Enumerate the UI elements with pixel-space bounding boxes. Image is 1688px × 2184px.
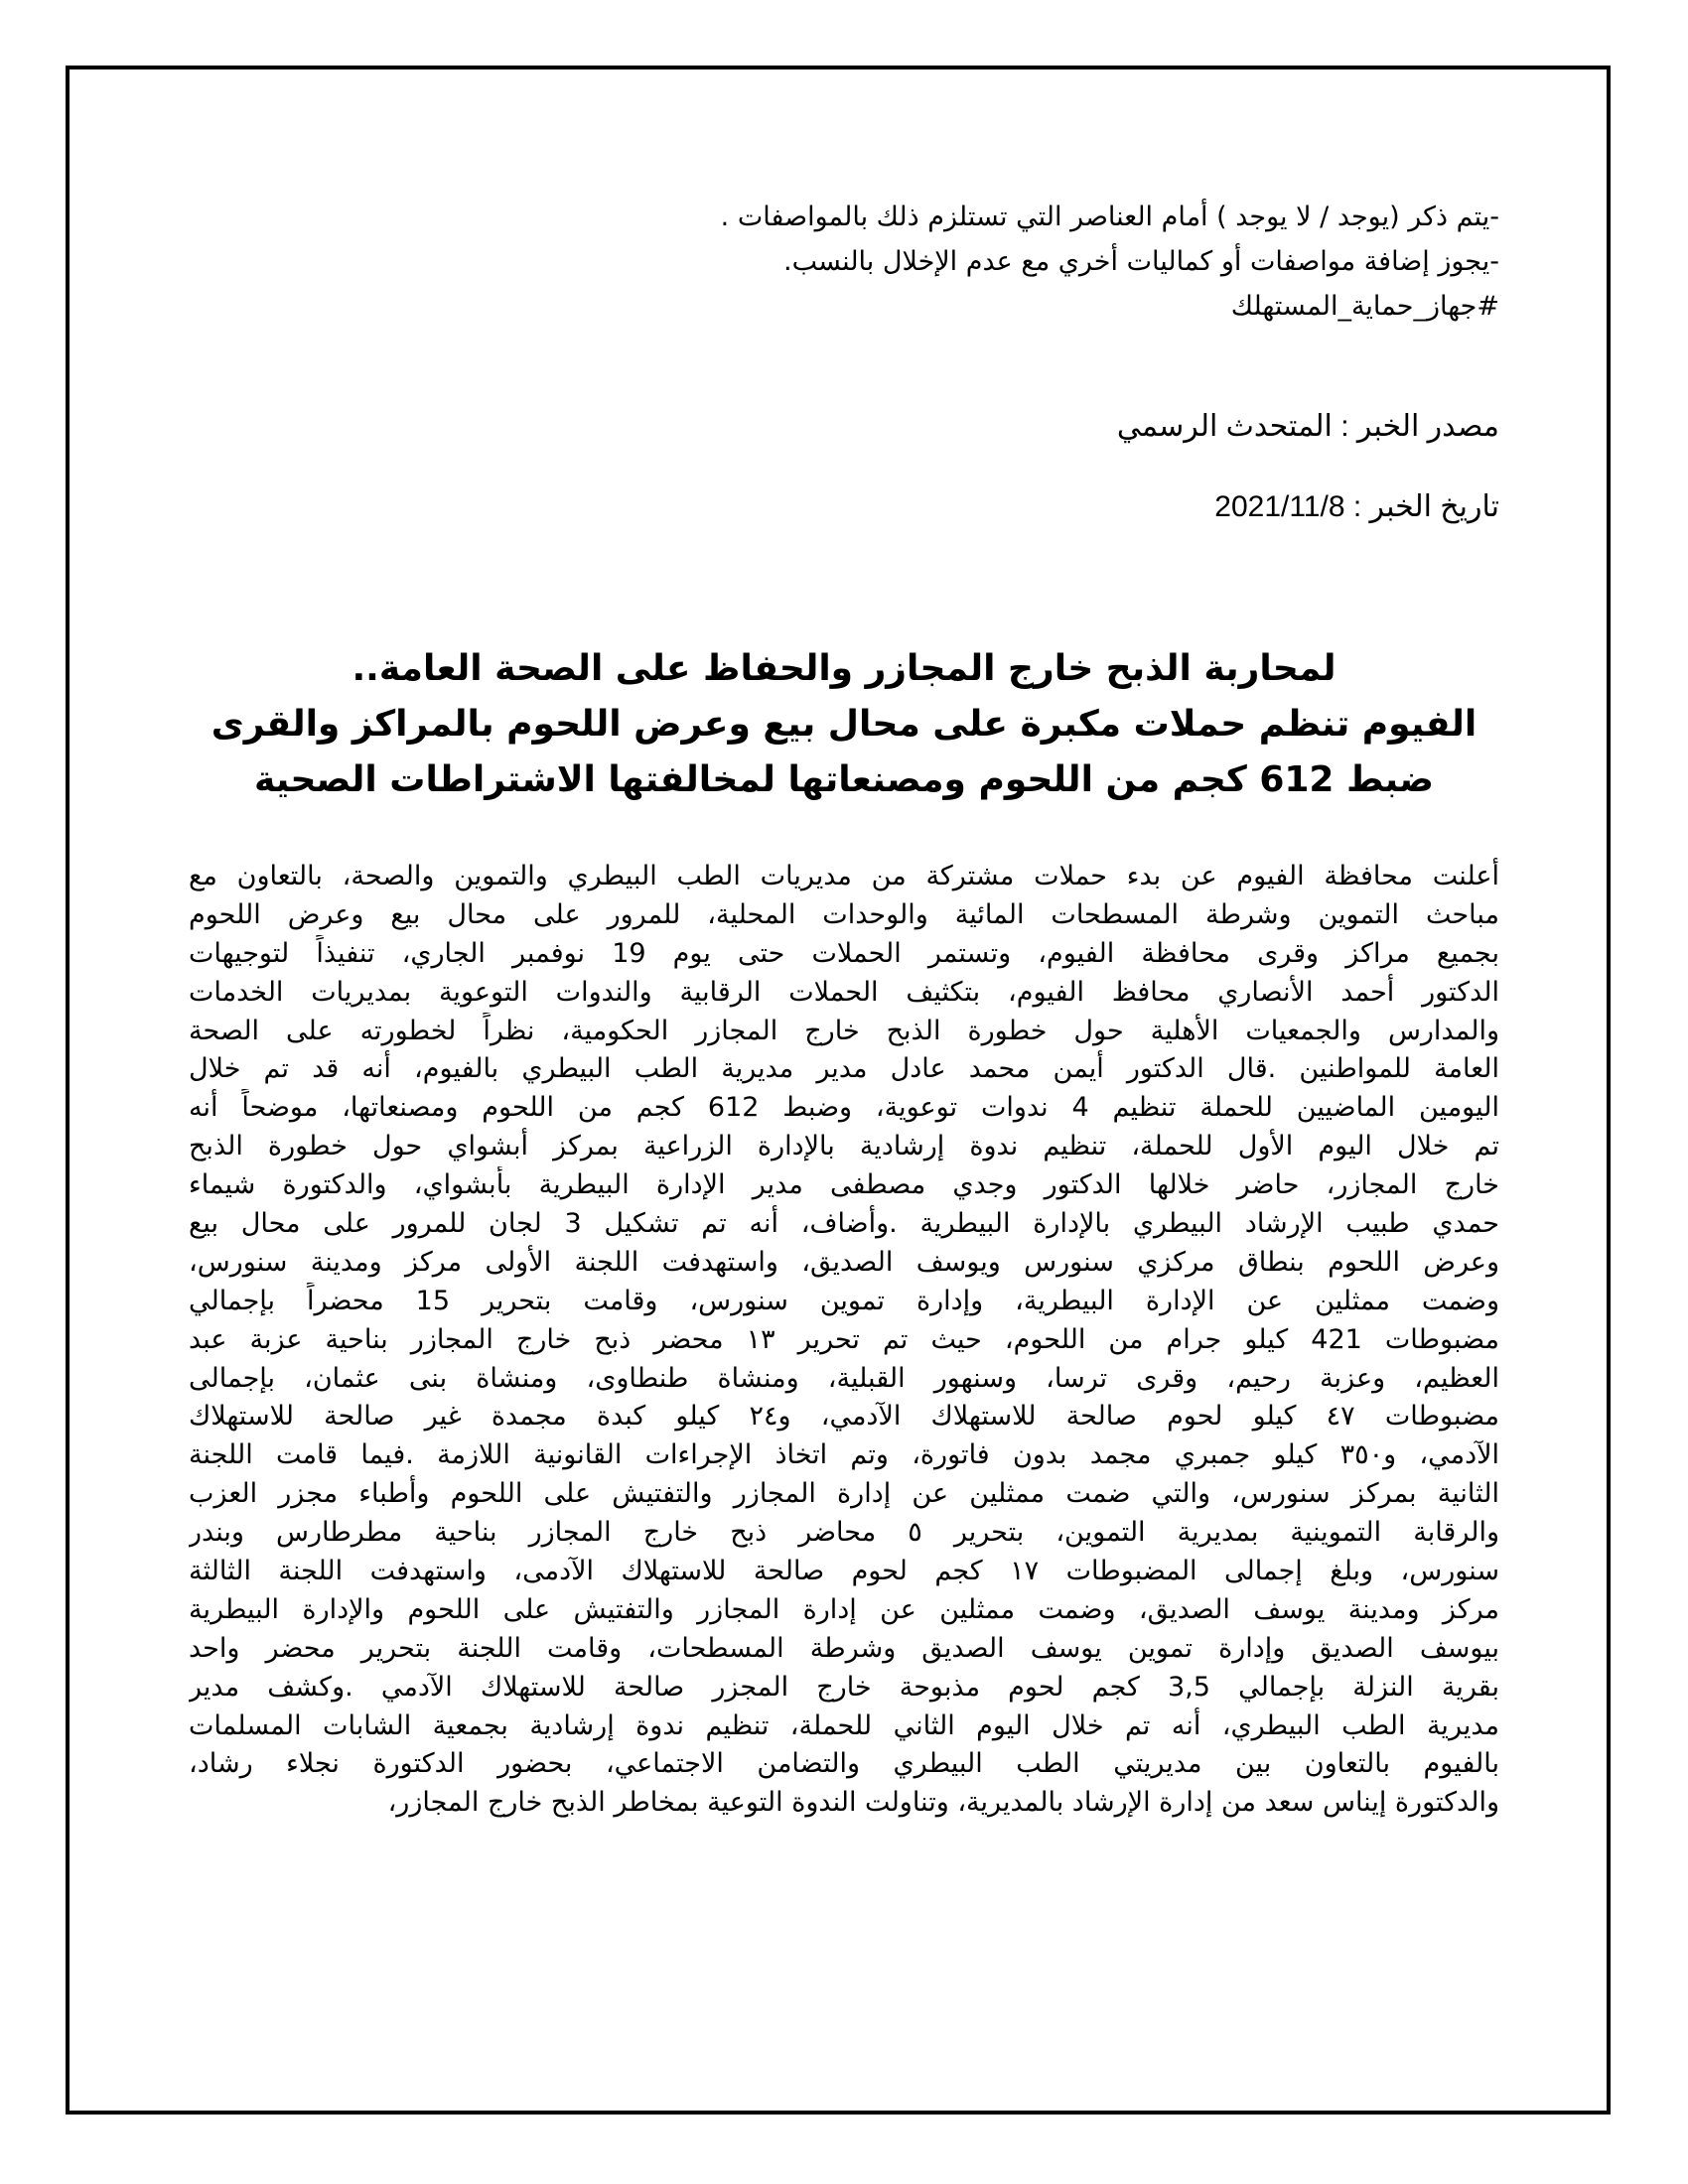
body-line: والدكتورة إيناس سعد من إدارة الإرشاد بالمديرية، وتناولت الندوة التوعية بمخاطر الذبح خارج المجازر، xyxy=(387,1787,1499,1819)
note-line: -يجوز إضافة مواصفات أو كماليات أخري مع عدم الإخلال بالنسب. xyxy=(782,246,1499,277)
headline-block xyxy=(189,641,1499,808)
body-line: مباحث التموين وشرطة المسطحات المائية والوحدات المحلية، للمرور على محال بيع وعرض اللحوم xyxy=(189,898,1499,930)
headline-line: لمحاربة الذبح خارج المجازر والحفاظ على الصحة العامة.. xyxy=(352,648,1336,689)
body-line: الآدمي، و٣٥٠ كيلو جمبري مجمد بدون فاتورة، وتم اتخاذ الإجراءات القانونية اللازمة .فيما قامت اللجنة xyxy=(189,1439,1499,1471)
body-line: حمدي طبيب الإرشاد البيطري بالإدارة البيطرية .وأضاف، أنه تم تشكيل 3 لجان للمرور على محال بيع xyxy=(189,1208,1499,1240)
body-line: أعلنت محافظة الفيوم عن بدء حملات مشتركة من مديريات الطب البيطري والتموين والصحة، بالتعاون مع xyxy=(189,861,1499,891)
body-line: مركز ومدينة يوسف الصديق، وضمت ممثلين عن إدارة المجازر والتفتيش على اللحوم والإدارة البيطرية xyxy=(189,1593,1499,1625)
body-line: العظيم، وعزبة رحيم، وقرى ترسا، وسنهور القبلية، ومنشاة طنطاوى، ومنشاة بنى عثمان، بإجمالى xyxy=(189,1362,1499,1394)
hashtag-line: #جهاز_حماية_المستهلك xyxy=(1230,291,1499,322)
body-line: مضبوطات ٤٧ كيلو لحوم صالحة للاستهلاك الآدمي، و٢٤ كيلو كبدة مجمدة غير صالحة للاستهلاك xyxy=(189,1401,1499,1433)
body-line: خارج المجازر، حاضر خلالها الدكتور وجدي مصطفى مدير الإدارة البيطرية بأبشواي، والدكتورة شيماء xyxy=(189,1169,1499,1201)
body-line: وعرض اللحوم بنطاق مركزي سنورس ويوسف الصديق، واستهدفت اللجنة الأولى مركز ومدينة سنورس، xyxy=(189,1246,1499,1278)
body-line: وضمت ممثلين عن الإدارة البيطرية، وإدارة تموين سنورس، وقامت بتحرير 15 محضراً بإجمالي xyxy=(189,1285,1499,1316)
body-line: والمدارس والجمعيات الأهلية حول خطورة الذبح خارج المجازر الحكومية، نظراً لخطورته على الصحة xyxy=(189,1015,1499,1046)
body-line: اليومين الماضيين للحملة تنظيم 4 ندوات توعوية، وضبط 612 كجم من اللحوم ومصنعاتها، موضحاً أنه xyxy=(189,1092,1499,1124)
notes-block xyxy=(189,195,1499,329)
body-line: مديرية الطب البيطري، أنه تم خلال اليوم الثاني للحملة، تنظيم ندوة إرشادية بجمعية الشابات المسلمات xyxy=(189,1709,1499,1741)
body-line: مضبوطات 421 كيلو جرام من اللحوم، حيث تم تحرير ١٣ محضر ذبح خارج المجازر بناحية عزبة عبد xyxy=(189,1323,1499,1355)
body-line: بقرية النزلة بإجمالي 3,5 كجم لحوم مذبوحة خارج المجزر صالحة للاستهلاك الآدمي .وكشف مدير xyxy=(189,1671,1499,1703)
body-line: بجميع مراكز وقرى محافظة الفيوم، وتستمر الحملات حتى يوم 19 نوفمبر الجاري، تنفيذاً لتوجيهات xyxy=(189,937,1499,969)
news-source: مصدر الخبر : المتحدث الرسمي xyxy=(1116,410,1499,443)
note-line: -يتم ذكر (يوجد / لا يوجد ) أمام العناصر التي تستلزم ذلك بالمواصفات . xyxy=(720,202,1499,232)
body-line: بيوسف الصديق وإدارة تموين يوسف الصديق وشرطة المسطحات، وقامت اللجنة بتحرير محضر واحد xyxy=(189,1632,1499,1664)
body-line: الدكتور أحمد الأنصاري محافظ الفيوم، بتكثيف الحملات الرقابية والندوات التوعوية بمديريات الخدمات xyxy=(189,976,1499,1008)
article-body xyxy=(189,858,1499,1823)
body-line: الثانية بمركز سنورس، والتي ضمت ممثلين عن إدارة المجازر والتفتيش على اللحوم وأطباء مجزر العزب xyxy=(189,1478,1499,1510)
body-line: تم خلال اليوم الأول للحملة، تنظيم ندوة إرشادية بالإدارة الزراعية بمركز أبشواي حول خطورة الذبح xyxy=(189,1131,1499,1162)
body-line: والرقابة التموينية بمديرية التموين، بتحرير ٥ محاضر ذبح خارج المجازر بناحية مطرطارس وبندر xyxy=(189,1517,1499,1549)
body-line: العامة للمواطنين .قال الدكتور أيمن محمد عادل مدير مديرية الطب البيطري بالفيوم، أنه قد تم خلال xyxy=(189,1053,1499,1085)
body-line: بالفيوم بالتعاون بين مديريتي الطب البيطري والتضامن الاجتماعي، بحضور الدكتورة نجلاء رشاد، xyxy=(189,1748,1499,1780)
news-date: تاريخ الخبر : 2021/11/8 xyxy=(1214,490,1499,523)
headline-line: الفيوم تنظم حملات مكبرة على محال بيع وعرض اللحوم بالمراكز والقرى xyxy=(211,704,1477,745)
body-line: سنورس، وبلغ إجمالى المضبوطات ١٧ كجم لحوم صالحة للاستهلاك الآدمى، واستهدفت اللجنة الثالثة xyxy=(189,1556,1499,1587)
headline-line: ضبط 612 كجم من اللحوم ومصنعاتها لمخالفتها الاشتراطات الصحية xyxy=(253,759,1435,800)
